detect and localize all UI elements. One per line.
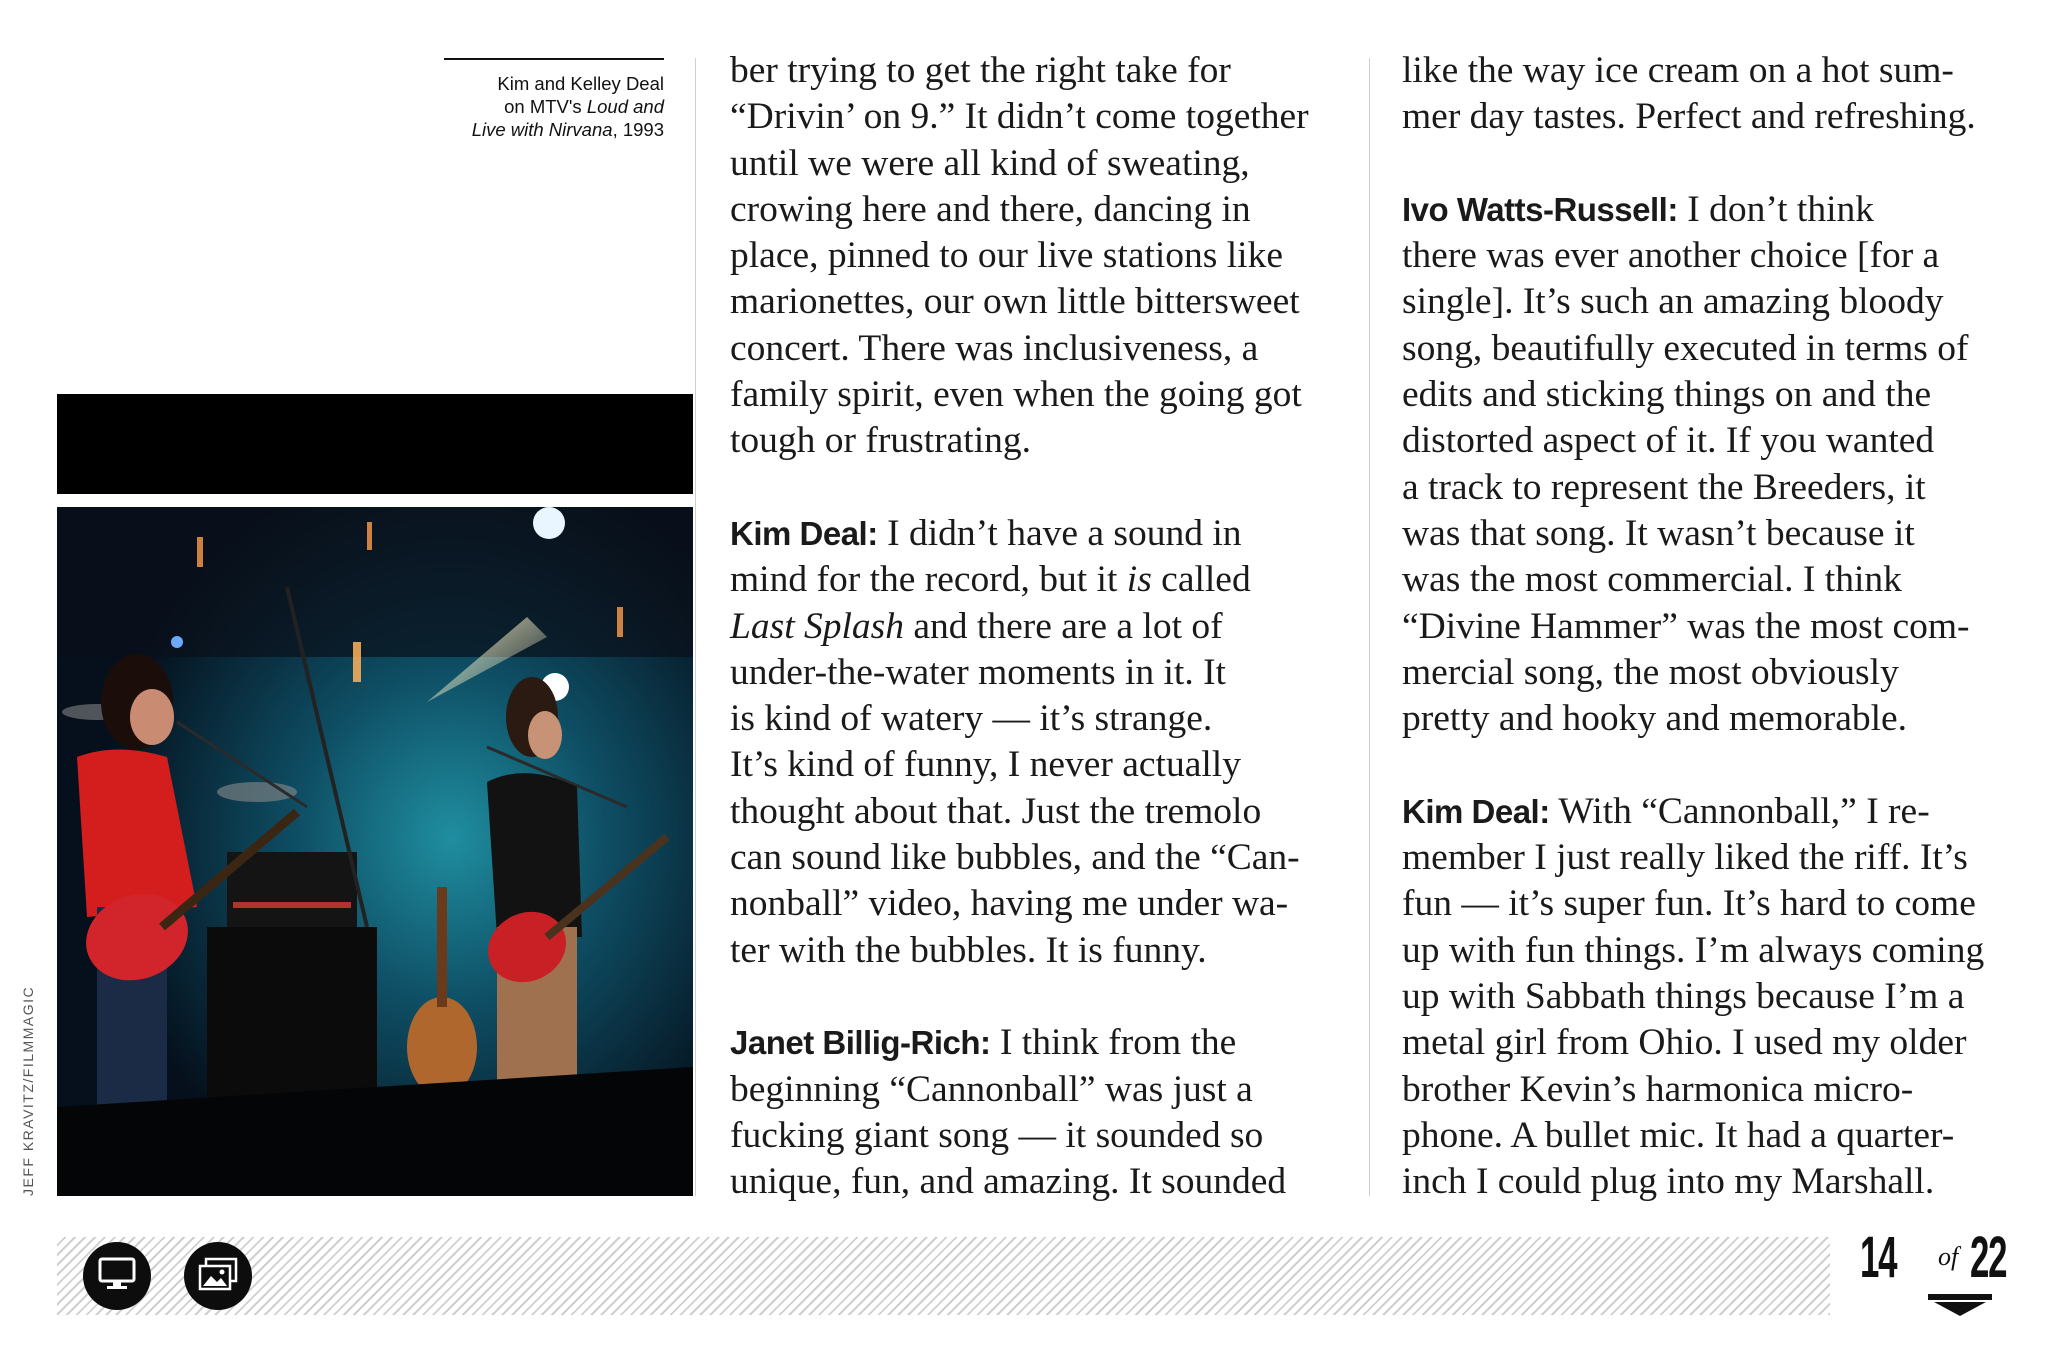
text-line (730, 511, 1309, 557)
text-run: called (1151, 559, 1251, 601)
text-line: under-the-water moments in it. It (730, 651, 1226, 693)
concert-photo (57, 507, 693, 1196)
photo-credit: JEFF KRAVITZ/FILMMAGIC (20, 985, 36, 1196)
text-line: can sound like bubbles, and the “Can- (730, 837, 1300, 879)
text-line: ter with the bubbles. It is funny. (730, 929, 1207, 971)
text-run: mind for the record, but it (730, 559, 1127, 601)
text-line: member I just really liked the riff. It’s (1402, 837, 1968, 879)
caption-show-title: Live with Nirvana (471, 119, 613, 140)
text-line (730, 557, 1309, 603)
text-line: inch I could plug into my Marshall. (1402, 1161, 1935, 1203)
text-line: pretty and hooky and memorable. (1402, 698, 1908, 740)
text-line: concert. There was inclusiveness, a (730, 327, 1259, 369)
column-divider (695, 58, 696, 1196)
text-line: distorted aspect of it. If you wanted (1402, 420, 1935, 462)
column-divider (1369, 58, 1370, 1196)
text-line (730, 1020, 1309, 1066)
text-line: metal girl from Ohio. I used my older (1402, 1022, 1967, 1064)
screen-view-button[interactable] (83, 1242, 151, 1310)
page-of-label: of (1938, 1242, 1959, 1271)
text-line: mer day tastes. Perfect and refreshing. (1402, 96, 1976, 138)
speaker-name: Ivo Watts-Russell: (1402, 190, 1678, 228)
total-pages-number: 22 (1970, 1225, 2007, 1290)
speaker-name: Janet Billig-Rich: (730, 1024, 991, 1062)
text-line (730, 604, 1309, 650)
text-run-italic: is (1126, 559, 1152, 601)
page-indicator (1830, 1222, 2030, 1322)
text-line: there was ever another choice [for a (1402, 235, 1940, 277)
caption-line-1: Kim and Kelley Deal (497, 73, 664, 94)
caption-rule (444, 58, 664, 60)
gallery-button[interactable] (184, 1242, 252, 1310)
text-line: unique, fun, and amazing. It sounded (730, 1161, 1287, 1203)
text-line: edits and sticking things on and the (1402, 374, 1932, 416)
text-line: was that song. It wasn’t because it (1402, 512, 1915, 554)
text-line: place, pinned to our live stations like (730, 235, 1283, 277)
photo-black-band (57, 394, 693, 494)
text-line: family spirit, even when the going got (730, 374, 1302, 416)
text-line: like the way ice cream on a hot sum- (1402, 50, 1954, 91)
article-column-1 (730, 48, 1309, 1205)
text-line: “Divine Hammer” was the most com- (1402, 605, 1970, 647)
speaker-name: Kim Deal: (730, 514, 878, 552)
text-line: phone. A bullet mic. It had a quarter- (1402, 1114, 1955, 1156)
album-title: Last Splash (730, 605, 905, 647)
text-line: a track to represent the Breeders, it (1402, 466, 1926, 508)
text-line: was the most commercial. I think (1402, 559, 1902, 601)
photo-caption (420, 72, 664, 141)
text-line: brother Kevin’s harmonica micro- (1402, 1068, 1914, 1110)
text-line: It’s kind of funny, I never actually (730, 744, 1241, 786)
text-line (1402, 187, 1984, 233)
text-line: fun — it’s super fun. It’s hard to come (1402, 883, 1976, 925)
text-line: beginning “Cannonball” was just a (730, 1068, 1253, 1110)
text-run: and there are a lot of (904, 605, 1223, 647)
text-line: up with Sabbath things because I’m a (1402, 975, 1965, 1017)
text-line: crowing here and there, dancing in (730, 188, 1251, 230)
text-line: is kind of watery — it’s strange. (730, 698, 1213, 740)
text-line: nonball” video, having me under wa- (730, 883, 1289, 925)
text-line: up with fun things. I’m always coming (1402, 929, 1985, 971)
text-line: until we were all kind of sweating, (730, 142, 1250, 184)
text-line: song, beautifully executed in terms of (1402, 327, 1969, 369)
text-run: I don’t think (1677, 188, 1875, 230)
text-line: tough or frustrating. (730, 420, 1031, 462)
text-line: thought about that. Just the tremolo (730, 790, 1262, 832)
caption-year: , 1993 (612, 119, 664, 140)
caption-text: on MTV's (504, 96, 587, 117)
article-column-2 (1402, 48, 1984, 1205)
striped-band (57, 1237, 1917, 1315)
text-line: single]. It’s such an amazing bloody (1402, 281, 1944, 323)
footer-nav-bar (57, 1237, 2009, 1315)
text-line (1402, 789, 1984, 835)
text-run: I didn’t have a sound in (877, 512, 1242, 554)
down-arrow-icon[interactable] (1928, 1294, 1992, 1321)
caption-line-2 (420, 95, 664, 118)
text-line: marionettes, our own little bittersweet (730, 281, 1300, 323)
current-page-number: 14 (1860, 1225, 1897, 1290)
text-run: I think from the (990, 1022, 1237, 1064)
gallery-icon (198, 1257, 238, 1296)
text-line: ber trying to get the right take for (730, 50, 1231, 91)
speaker-name: Kim Deal: (1402, 792, 1550, 830)
text-line: mercial song, the most obviously (1402, 651, 1899, 693)
text-line: “Drivin’ on 9.” It didn’t come together (730, 96, 1309, 138)
text-run: With “Cannonball,” I re- (1549, 790, 1930, 832)
monitor-icon (98, 1257, 136, 1296)
caption-show-title: Loud and (586, 96, 664, 117)
text-line: fucking giant song — it sounded so (730, 1114, 1264, 1156)
caption-line-3 (420, 118, 664, 141)
